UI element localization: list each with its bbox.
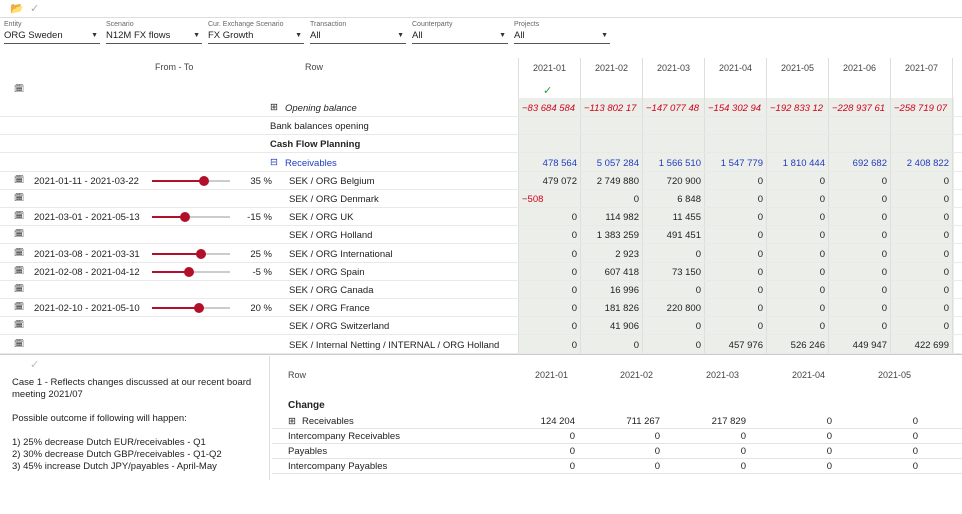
value-cell[interactable]: 0 [571, 230, 577, 242]
bottom-panel [0, 356, 962, 514]
filter-select[interactable] [412, 30, 508, 44]
value-cell[interactable]: 5 057 284 [596, 157, 639, 169]
filter-counterparty[interactable] [412, 21, 508, 47]
slider-knob[interactable] [184, 267, 194, 277]
filter-select[interactable] [208, 30, 304, 44]
notes-check-icon[interactable]: ✓ [30, 359, 40, 371]
pane-divider[interactable] [0, 354, 962, 355]
value-cell[interactable]: 0 [881, 212, 887, 224]
value-cell[interactable]: 0 [571, 212, 577, 224]
value-cell[interactable]: 0 [881, 248, 887, 260]
summary-value-cell[interactable]: 0 [569, 431, 575, 442]
value-cell[interactable]: 0 [819, 175, 825, 187]
adjustment-slider[interactable] [152, 180, 230, 182]
summary-column-header[interactable]: 2021-02 [620, 370, 654, 380]
filter-value: All [514, 30, 525, 41]
row-label: Cash Flow Planning [270, 139, 361, 151]
value-cell[interactable]: 0 [757, 303, 763, 315]
notes-panel[interactable] [0, 356, 270, 480]
filter-select[interactable] [514, 30, 610, 44]
calendar-icon[interactable]: 🗓 [14, 247, 25, 257]
value-cell[interactable]: 491 451 [666, 230, 701, 242]
summary-column-header[interactable]: 2021-03 [706, 370, 740, 380]
summary-row[interactable] [272, 459, 962, 474]
adjustment-percent: -5 % [252, 266, 272, 278]
date-range[interactable]: 2021-03-08 - 2021-03-31 [34, 248, 140, 260]
note-line [12, 425, 269, 437]
filter-label: Cur. Exchange Scenario [208, 21, 284, 28]
filter-value: N12M FX flows [106, 30, 171, 41]
summary-value-cell[interactable]: 0 [826, 431, 832, 442]
calendar-icon[interactable]: 🗓 [14, 320, 25, 330]
column-header[interactable]: 2021-06 [828, 58, 890, 78]
filter-entity[interactable] [4, 21, 100, 47]
collapse-icon[interactable]: ⊟ [270, 156, 278, 168]
slider-fill [152, 253, 201, 255]
value-cell[interactable]: 692 682 [852, 157, 887, 169]
summary-value-cell[interactable]: 0 [740, 461, 746, 472]
table-row[interactable] [0, 245, 962, 263]
value-cell[interactable]: 0 [943, 266, 949, 278]
value-cell[interactable]: 1 566 510 [658, 157, 701, 169]
summary-value-cell[interactable]: 711 267 [626, 416, 660, 427]
open-folder-icon[interactable]: 📂 [10, 3, 24, 15]
table-row[interactable] [0, 99, 962, 117]
value-cell[interactable]: 1 383 259 [596, 230, 639, 242]
filter-label: Entity [4, 21, 22, 28]
value-cell[interactable]: 220 800 [666, 303, 701, 315]
filter-value: All [412, 30, 423, 41]
adjustment-percent: 25 % [250, 248, 272, 260]
calendar-icon[interactable]: 🗓 [14, 174, 25, 184]
row-label: SEK / ORG International [289, 248, 393, 260]
column-header[interactable]: 2021-07 [890, 58, 952, 78]
value-cell[interactable]: −192 833 12 [770, 103, 824, 114]
value-cell[interactable]: 41 906 [609, 321, 639, 333]
table-row[interactable] [0, 336, 962, 354]
filter-label: Scenario [106, 21, 134, 28]
date-range[interactable]: 2021-02-10 - 2021-05-10 [34, 303, 140, 315]
filter-value: FX Growth [208, 30, 254, 41]
value-cell[interactable]: 478 564 [542, 157, 577, 169]
value-cell[interactable]: 0 [943, 194, 949, 205]
column-header[interactable]: 2021-05 [766, 58, 828, 78]
filter-label: Counterparty [412, 21, 453, 28]
value-cell[interactable]: 2 749 880 [596, 175, 639, 187]
value-cell[interactable]: 457 976 [728, 339, 763, 351]
summary-row-label: Payables [288, 446, 328, 457]
table-row[interactable] [0, 281, 962, 299]
value-cell[interactable]: 181 826 [604, 303, 639, 315]
value-cell[interactable]: 0 [571, 339, 577, 351]
table-row[interactable] [0, 226, 962, 244]
value-cell[interactable]: 0 [881, 175, 887, 187]
note-line: 3) 45% increase Dutch JPY/payables - April-May [12, 461, 217, 472]
calendar-icon[interactable]: 🗓 [14, 284, 25, 293]
table-row[interactable] [0, 263, 962, 281]
value-cell[interactable]: 720 900 [666, 175, 701, 187]
slider-knob[interactable] [199, 176, 209, 186]
chevron-down-icon: ▼ [499, 32, 506, 39]
adjustment-percent: 20 % [250, 303, 272, 315]
column-header[interactable]: 2021-03 [642, 58, 704, 78]
summary-value-cell[interactable]: 0 [826, 416, 832, 427]
value-cell[interactable]: 0 [757, 194, 763, 205]
calendar-icon[interactable]: 🗓 [14, 265, 25, 275]
calendar-icon[interactable]: 🗓 [14, 193, 25, 202]
value-cell[interactable]: 607 418 [604, 266, 639, 278]
chevron-down-icon: ▼ [193, 32, 200, 39]
note-line: meeting 2021/07 [12, 389, 83, 400]
value-cell[interactable]: 2 408 822 [906, 157, 949, 169]
expand-icon[interactable]: ⊞ [288, 416, 296, 427]
table-row[interactable] [0, 135, 962, 153]
value-cell[interactable]: 422 699 [914, 339, 949, 351]
calendar-icon[interactable]: 🗓 [14, 211, 25, 221]
value-cell[interactable]: −154 302 94 [708, 103, 762, 114]
filter-label: Projects [514, 21, 540, 28]
summary-value-cell[interactable]: 0 [654, 431, 660, 442]
value-cell[interactable]: 0 [943, 285, 949, 296]
summary-value-cell[interactable]: 0 [569, 461, 575, 472]
value-cell[interactable]: 6 848 [677, 194, 701, 205]
row-label: Opening balance [285, 103, 357, 114]
summary-value-cell[interactable]: 0 [912, 431, 918, 442]
calendar-icon[interactable]: 🗓 [14, 84, 25, 93]
value-cell[interactable]: 0 [695, 321, 701, 333]
value-cell[interactable]: 0 [757, 321, 763, 333]
filter-select[interactable] [4, 30, 100, 44]
value-cell[interactable]: 0 [943, 230, 949, 242]
filter-cur-exchange-scenario[interactable] [208, 21, 304, 47]
value-cell[interactable]: 0 [819, 303, 825, 315]
row-label: SEK / ORG Spain [289, 266, 365, 278]
value-cell[interactable]: 0 [881, 230, 887, 242]
summary-row-label: Intercompany Payables [288, 461, 388, 472]
summary-value-cell[interactable]: 124 204 [540, 416, 575, 427]
summary-row-label: Receivables [302, 416, 354, 427]
summary-row[interactable] [272, 429, 962, 444]
summary-value-cell[interactable]: 0 [654, 446, 660, 457]
value-cell[interactable]: 0 [571, 303, 577, 315]
row-label: SEK / ORG Denmark [289, 194, 379, 205]
value-cell[interactable]: −258 719 07 [894, 103, 948, 114]
note-line: Case 1 - Reflects changes discussed at our recent board [12, 377, 252, 388]
summary-value-cell[interactable]: 0 [569, 446, 575, 457]
value-cell[interactable]: 0 [757, 230, 763, 242]
table-row[interactable] [0, 117, 962, 135]
check-icon: ✓ [543, 85, 553, 97]
filter-scenario[interactable] [106, 21, 202, 47]
table-row[interactable] [0, 190, 962, 208]
value-cell[interactable]: 0 [881, 194, 887, 205]
chevron-down-icon: ▼ [601, 32, 608, 39]
value-cell[interactable]: 0 [757, 266, 763, 278]
value-cell[interactable]: 0 [571, 266, 577, 278]
summary-column-header[interactable]: 2021-05 [878, 370, 912, 380]
filter-value: All [310, 30, 321, 41]
value-cell[interactable]: 0 [571, 248, 577, 260]
value-cell[interactable]: 0 [571, 285, 577, 296]
summary-value-cell[interactable]: 0 [912, 461, 918, 472]
value-cell[interactable]: 479 072 [542, 175, 577, 187]
value-cell[interactable]: 0 [943, 212, 949, 224]
summary-section-title: Change [288, 400, 325, 411]
slider-fill [152, 307, 199, 309]
calendar-icon[interactable]: 🗓 [14, 302, 25, 312]
value-cell[interactable]: 0 [633, 339, 639, 351]
row-label: Bank balances opening [270, 121, 369, 133]
summary-value-cell[interactable]: 0 [654, 461, 660, 472]
adjustment-percent: 35 % [250, 175, 272, 187]
value-cell[interactable]: −113 802 17 [584, 103, 637, 114]
value-cell[interactable]: 0 [819, 248, 825, 260]
value-cell[interactable]: 0 [571, 321, 577, 333]
row-label: SEK / ORG UK [289, 212, 354, 224]
summary-column-header[interactable]: 2021-01 [535, 370, 569, 380]
adjustment-slider[interactable] [152, 307, 230, 309]
value-cell[interactable]: 0 [757, 212, 763, 224]
adjustment-slider[interactable] [152, 216, 230, 218]
value-cell[interactable]: 0 [695, 248, 701, 260]
summary-value-cell[interactable]: 0 [740, 431, 746, 442]
value-cell[interactable]: 0 [943, 248, 949, 260]
summary-column-header[interactable]: 2021-04 [792, 370, 826, 380]
value-cell[interactable]: 16 996 [609, 285, 639, 296]
date-range[interactable]: 2021-03-01 - 2021-05-13 [34, 212, 140, 224]
slider-knob[interactable] [194, 303, 204, 313]
value-cell[interactable]: 0 [881, 321, 887, 333]
value-cell[interactable]: 73 150 [671, 266, 701, 278]
slider-knob[interactable] [196, 249, 206, 259]
from-to-header: From - To [155, 62, 194, 72]
adjustment-slider[interactable] [152, 271, 230, 273]
slider-knob[interactable] [180, 212, 190, 222]
filter-select[interactable] [106, 30, 202, 44]
value-cell[interactable]: 2 923 [615, 248, 639, 260]
value-cell[interactable]: 0 [819, 266, 825, 278]
filter-label: Transaction [310, 21, 347, 28]
chevron-down-icon: ▼ [397, 32, 404, 39]
value-cell[interactable]: 0 [881, 266, 887, 278]
filter-select[interactable] [310, 30, 406, 44]
calendar-icon[interactable]: 🗓 [14, 229, 25, 239]
row-label: SEK / Internal Netting / INTERNAL / ORG Holland [289, 339, 500, 351]
value-cell[interactable]: −508 [522, 194, 544, 205]
filter-projects[interactable] [514, 21, 610, 47]
value-cell[interactable]: 526 246 [790, 339, 825, 351]
summary-value-cell[interactable]: 0 [826, 446, 832, 457]
slider-fill [152, 180, 204, 182]
row-label: SEK / ORG Switzerland [289, 321, 390, 333]
note-line: 1) 25% decrease Dutch EUR/receivables - Q1 [12, 437, 206, 448]
value-cell[interactable]: −83 684 584 [522, 103, 576, 114]
summary-row-label: Intercompany Receivables [288, 431, 400, 442]
date-range[interactable]: 2021-02-08 - 2021-04-12 [34, 266, 140, 278]
value-cell[interactable]: 0 [819, 212, 825, 224]
value-cell[interactable]: −147 077 48 [646, 103, 700, 114]
table-row[interactable] [0, 154, 962, 172]
row-label: SEK / ORG France [289, 303, 370, 315]
adjustment-slider[interactable] [152, 253, 230, 255]
value-cell[interactable]: 0 [695, 339, 701, 351]
note-line: Possible outcome if following will happen: [12, 413, 187, 424]
value-cell[interactable]: 0 [757, 248, 763, 260]
row-header: Row [305, 62, 324, 72]
table-row[interactable] [0, 172, 962, 190]
row-label: SEK / ORG Holland [289, 230, 373, 242]
summary-value-cell[interactable]: 217 829 [711, 416, 746, 427]
summary-value-cell[interactable]: 0 [740, 446, 746, 457]
column-header[interactable]: 2021-01 [518, 58, 580, 78]
summary-value-cell[interactable]: 0 [912, 446, 918, 457]
value-cell[interactable]: 449 947 [852, 339, 887, 351]
value-cell[interactable]: 0 [819, 321, 825, 333]
value-cell[interactable]: 0 [819, 285, 825, 296]
value-cell[interactable]: 0 [943, 175, 949, 187]
value-cell[interactable]: 0 [695, 285, 701, 296]
value-cell[interactable]: −228 937 61 [832, 103, 886, 114]
filter-transaction[interactable] [310, 21, 406, 47]
note-line [12, 401, 269, 413]
value-cell[interactable]: 114 982 [605, 212, 639, 224]
value-cell[interactable]: 0 [633, 194, 639, 205]
value-cell[interactable]: 0 [943, 321, 949, 333]
table-row[interactable] [0, 208, 962, 226]
date-range[interactable]: 2021-01-11 - 2021-03-22 [34, 175, 139, 187]
expand-icon[interactable]: ⊞ [270, 102, 278, 113]
value-cell[interactable]: 1 810 444 [782, 157, 825, 169]
value-cell[interactable]: 0 [757, 175, 763, 187]
table-row[interactable] [0, 299, 962, 317]
row-label: SEK / ORG Canada [289, 285, 374, 296]
filter-bar [0, 18, 962, 48]
row-label: SEK / ORG Belgium [289, 175, 375, 187]
note-line: 2) 30% decrease Dutch GBP/receivables - Q1-Q2 [12, 449, 222, 460]
summary-row[interactable] [272, 414, 962, 429]
chevron-down-icon: ▼ [91, 32, 98, 39]
filter-value: ORG Sweden [4, 30, 63, 41]
summary-row-header: Row [288, 370, 307, 380]
table-row[interactable] [0, 317, 962, 335]
save-check-icon[interactable]: ✓ [30, 3, 40, 15]
summary-value-cell[interactable]: 0 [912, 416, 918, 427]
value-cell[interactable]: 1 547 779 [720, 157, 763, 169]
value-cell[interactable]: 0 [881, 285, 887, 296]
summary-value-cell[interactable]: 0 [826, 461, 832, 472]
value-cell[interactable]: 0 [819, 230, 825, 242]
value-cell[interactable]: 0 [757, 285, 763, 296]
adjustment-percent: -15 % [247, 212, 272, 224]
column-header[interactable]: 2021-02 [580, 58, 642, 78]
value-cell[interactable]: 0 [943, 303, 949, 315]
column-header[interactable]: 2021-04 [704, 58, 766, 78]
summary-row[interactable] [272, 444, 962, 459]
value-cell[interactable]: 0 [819, 194, 825, 205]
row-label: Receivables [285, 157, 337, 169]
value-cell[interactable]: 0 [881, 303, 887, 315]
chevron-down-icon: ▼ [295, 32, 302, 39]
calendar-icon[interactable]: 🗓 [14, 338, 25, 348]
value-cell[interactable]: 11 455 [672, 212, 701, 224]
toolbar [0, 0, 962, 18]
